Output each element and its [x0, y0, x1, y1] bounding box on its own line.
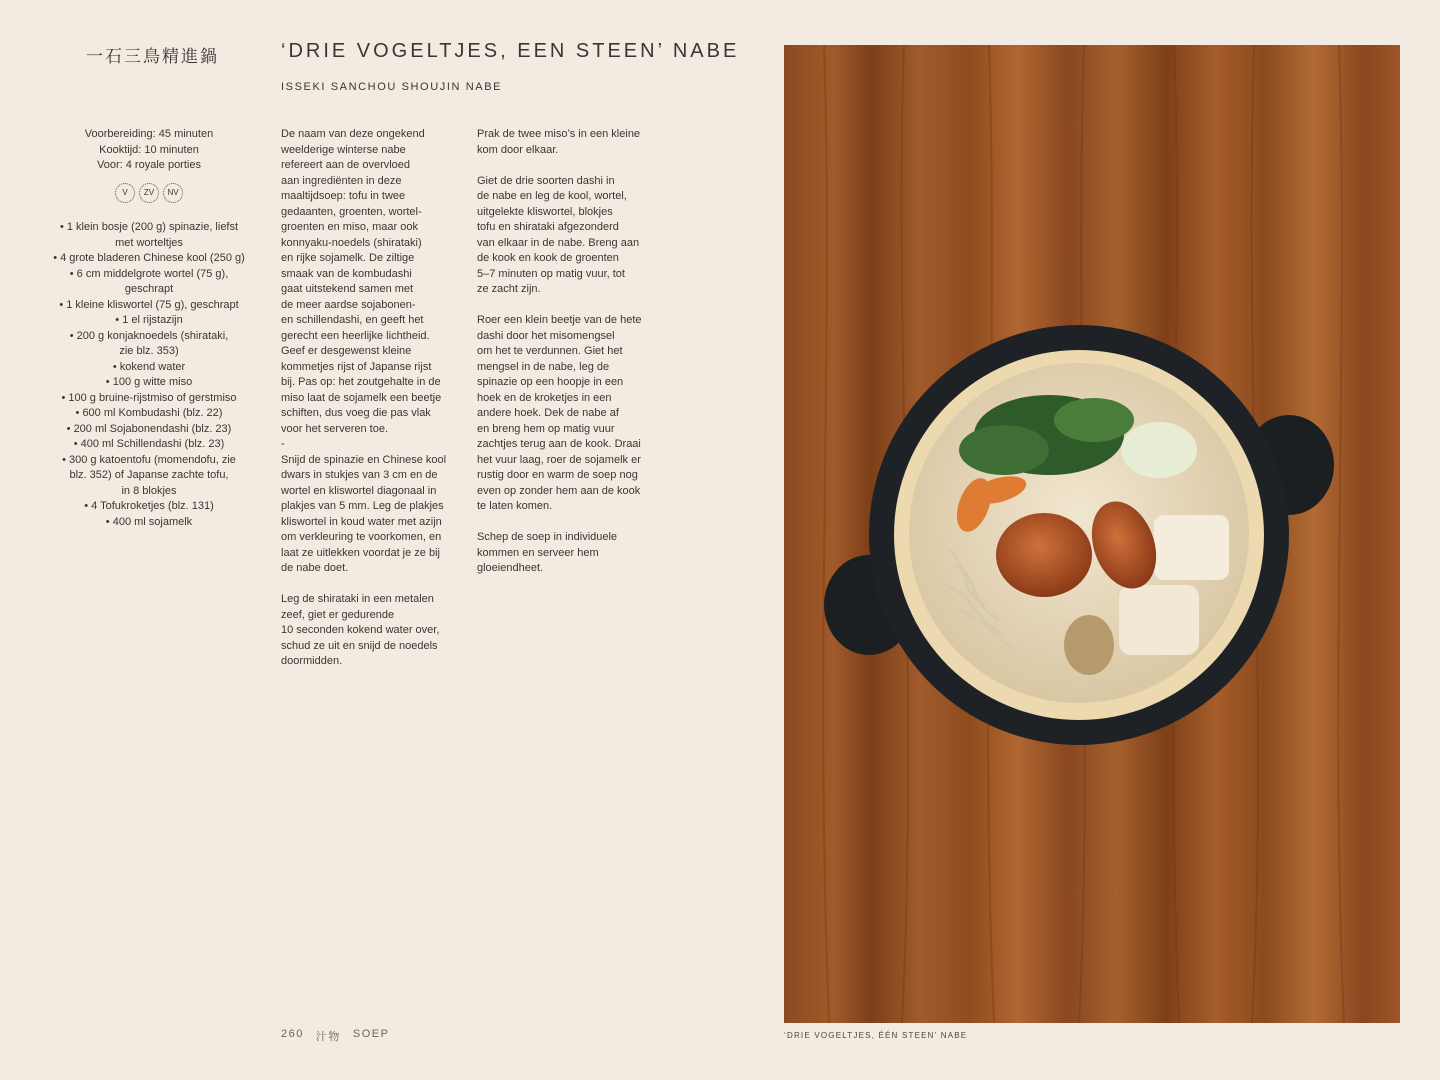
ingredient-line: blz. 352) of Japanse zachte tofu, [69, 469, 229, 481]
section-kanji: 汁物 [315, 1031, 341, 1043]
prep-time: Voorbereiding: 45 minuten [84, 128, 214, 140]
method-paragraph: De naam van deze ongekend weelderige winterse nabe refereert aan de overvloed aan ingrediënten in deze maaltijdsoep: tofu in twee gedaanten, groenten, wortel- groenten en miso, maar ook konnyaku-noedels (shirataki) en rijke sojamelk. De ziltige smaak van de kombudashi gaat uitstekend samen met de meer aardse sojabonen- en schillendashi, en geeft het gerecht een heerlijke lichtheid. Geef er desgewenst kleine kommetjes rijst of Japanse rijst bij. Pas op: het zoutgehalte in de miso laat de sojamelk een beetje schiften, dus voeg die pas vlak voor het serveren toe. - Snijd de spinazie en Chinese kool dwars in stukjes van 3 cm en de wortel en kliswortel diagonaal in plakjes van 5 mm. Leg de plakjes kliswortel in koud water met azijn om verkleuring te voorkomen, en laat ze uitlekken voordat je ze bij de nabe doet. [281, 128, 447, 574]
method-column-1 [281, 127, 461, 685]
ingredient-line: • 200 g konjaknoedels (shirataki, [69, 329, 229, 342]
cook-time: Kooktijd: 10 minuten [99, 143, 199, 156]
ingredient-line: • 6 cm middelgrote wortel (75 g), [69, 267, 229, 280]
mushroom [1064, 615, 1114, 675]
recipe-title: ‘DRIE VOGELTJES, EEN STEEN’ NABE [281, 40, 740, 62]
recipe-meta [40, 127, 258, 203]
method-paragraph: Prak de twee miso’s in een kleine kom door elkaar. [477, 128, 641, 156]
servings: Voor: 4 royale porties [97, 159, 201, 171]
recipe-subtitle: ISSEKI SANCHOU SHOUJIN NABE [281, 81, 503, 93]
tofu [1154, 515, 1229, 580]
diet-badges [40, 183, 258, 203]
page-number: 260 [281, 1028, 304, 1040]
ingredient-line: • 100 g witte miso [105, 376, 193, 388]
ingredient-line: • 1 klein bosje (200 g) spinazie, liefst [59, 221, 239, 233]
ingredient-line: in 8 blokjes [121, 484, 177, 497]
kanji-title: 一石三鳥精進鍋 [86, 47, 219, 67]
ingredient-line: • 400 ml Schillendashi (blz. 23) [73, 438, 225, 450]
photo-caption: ‘DRIE VOGELTJES, ÉÉN STEEN’ NABE [784, 1031, 968, 1040]
ingredient-line: zie blz. 353) [119, 345, 179, 357]
ingredient-line: • 200 ml Sojabonendashi (blz. 23) [66, 422, 232, 435]
ingredient-line: • 1 kleine kliswortel (75 g), geschrapt [59, 298, 239, 311]
ingredient-line: geschrapt [124, 283, 174, 295]
nut-free-badge: NV [163, 183, 183, 203]
method-paragraph: Leg de shirataki in een metalen zeef, giet er gedurende 10 seconden kokend water over, schud ze uit en snijd de noedels doormidden. [281, 593, 440, 667]
page-footer [281, 1028, 389, 1044]
tofu-croquette [996, 513, 1092, 597]
ingredient-line: • 100 g bruine-rijstmiso of gerstmiso [61, 391, 237, 404]
method-paragraph: Giet de drie soorten dashi in de nabe en leg de kool, wortel, uitgelekte kliswortel, blokjes tofu en shirataki afgezonderd van elkaar in de nabe. Breng aan de kook en kook de groenten 5–7 minuten op matig vuur, tot ze zacht zijn. [477, 174, 640, 295]
ingredient-line: met worteltjes [115, 236, 183, 249]
ingredient-line: • 300 g katoentofu (momendofu, zie [62, 453, 236, 466]
section-name: SOEP [352, 1028, 390, 1040]
photo-illustration [784, 45, 1400, 1023]
ingredient-line: • 600 ml Kombudashi (blz. 22) [75, 407, 223, 419]
method-paragraph: Roer een klein beetje van de hete dashi door het misomengsel om het te verdunnen. Giet het mengsel in de nabe, leg de spinazie op een hoopje in een hoek en de kroketjes in een andere hoek. Dek de nabe af en breng hem op matig vuur zachtjes terug aan de kook. Draai het vuur laag, roer de sojamelk er rustig door en warm de soep nog even op zonder hem aan de kook te laten komen. [477, 314, 642, 512]
ingredient-line: • 1 el rijstazijn [115, 314, 183, 326]
ingredient-line: • kokend water [112, 360, 186, 373]
ingredient-line: • 4 Tofukroketjes (blz. 131) [84, 500, 214, 512]
nabe-soup-photo [784, 45, 1400, 1023]
tofu [1119, 585, 1199, 655]
cabbage [1121, 422, 1197, 478]
method-paragraph: Schep de soep in individuele kommen en serveer hem gloeiendheet. [477, 531, 618, 574]
ingredient-list [36, 220, 262, 530]
vegetarian-badge: V [115, 183, 135, 203]
method-column-2 [477, 127, 657, 592]
ingredient-line: • 4 grote bladeren Chinese kool (250 g) [53, 252, 245, 264]
sugar-free-badge: ZV [139, 183, 159, 203]
ingredient-line: • 400 ml sojamelk [105, 515, 193, 528]
